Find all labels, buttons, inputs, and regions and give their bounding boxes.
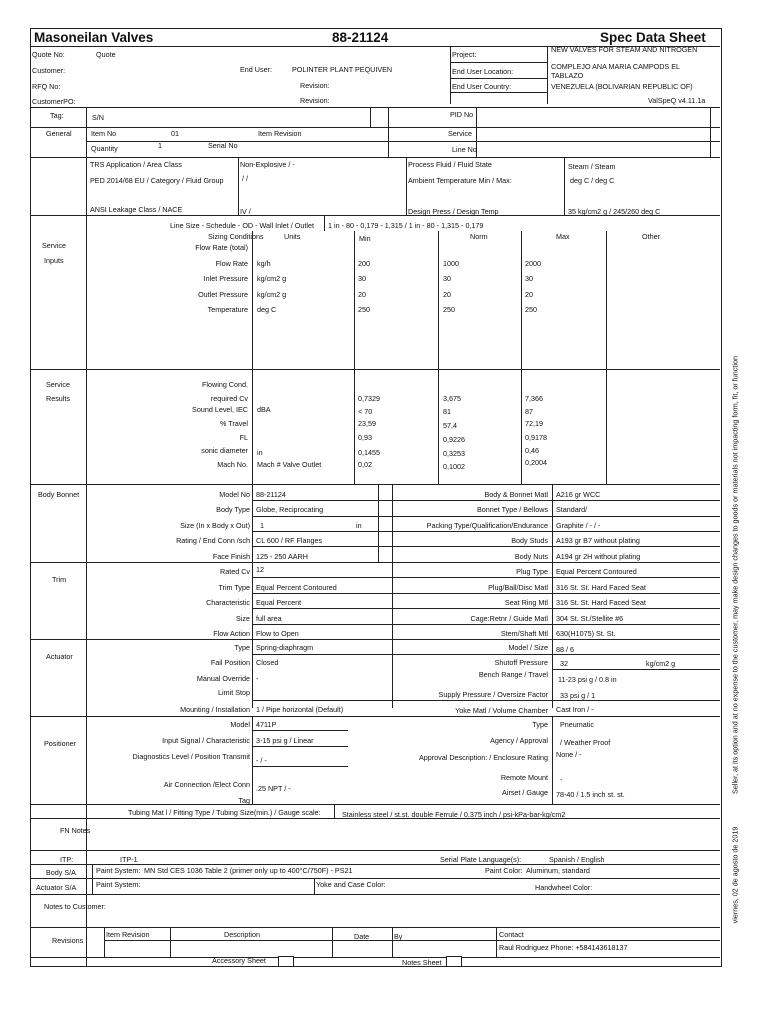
input-row-temperature-min: 250 — [358, 305, 370, 314]
trim-trim-type-label: Trim Type — [218, 583, 250, 592]
body-sa-paint-system-label: Paint System: — [96, 866, 141, 875]
pos-remote-mount-value: - — [560, 775, 563, 784]
pos-agency-value: / Weather Proof — [560, 738, 611, 747]
body-bonnet-label: Body Bonnet — [38, 490, 80, 499]
act-fail-position-value: Closed — [256, 658, 279, 667]
result-row-flowing-cond: Flowing Cond. — [202, 380, 248, 389]
pos-air-connection-value: .25 NPT / - — [256, 784, 291, 793]
result-row-sound-level: Sound Level, IEC — [192, 405, 248, 414]
general-label: General — [46, 129, 72, 138]
trim-label: Trim — [52, 575, 67, 584]
sizing-conditions-header: Sizing Conditions — [208, 232, 264, 241]
trim-seat-ring-label: Seat Ring Mtl — [504, 598, 548, 607]
accessory-sheet-label: Accessory Sheet — [212, 956, 266, 965]
bb-body-studs-value: A193 gr B7 without plating — [556, 536, 640, 545]
revisions-date-header: Date — [354, 932, 370, 941]
pos-approval-label: Approval Description: / Enclosure Rating — [418, 753, 548, 762]
trim-rated-cv-value: 12 — [256, 565, 264, 574]
ped-label: PED 2014/68 EU / Category / Fluid Group — [90, 176, 224, 185]
result-row-sound-level-norm: 81 — [443, 407, 451, 416]
bb-bonnet-type-value: Standard/ — [556, 505, 588, 514]
ped-value: / / — [242, 174, 248, 183]
trim-seat-ring-value: 316 St. St. Hard Faced Seat — [556, 598, 646, 607]
service-inputs-label: Service — [42, 241, 66, 250]
input-row-inlet-pressure-units: kg/cm2 g — [257, 274, 287, 283]
input-row-flow-rate-units: kg/h — [257, 259, 271, 268]
input-row-inlet-pressure-max: 30 — [525, 274, 533, 283]
ansi-leakage-value: IV / — [240, 207, 251, 216]
ansi-leakage-label: ANSI Leakage Class / NACE — [90, 205, 183, 214]
non-explosive-label: Non-Explosive / - — [240, 160, 295, 169]
act-shutoff-value: 32 — [560, 659, 568, 668]
pos-diagnostics-label: Diagnostics Level / Position Transmit — [132, 752, 250, 761]
bb-body-nuts-value: A194 gr 2H without plating — [556, 552, 641, 561]
actuator-label: Actuator — [46, 652, 73, 661]
trim-rated-cv-label: Rated Cv — [220, 567, 250, 576]
act-shutoff-unit: kg/cm2 g — [646, 659, 676, 668]
trim-plug-matl-label: Plug/Ball/Disc Matl — [488, 583, 548, 592]
end-user-location-label: End User Location: — [452, 67, 514, 76]
version-label: ValSpeQ v4.11.1a — [648, 96, 706, 105]
result-row-fl-norm: 0,9226 — [443, 435, 465, 444]
act-mounting-value: 1 / Pipe horizontal (Default) — [256, 705, 344, 714]
design-press-value: 35 kg/cm2 g / 245/260 deg C — [568, 207, 661, 216]
revisions-description-header: Description — [224, 930, 260, 939]
input-row-flow-rate-min: 200 — [358, 259, 370, 268]
notes-to-customer-label: Notes to Customer: — [44, 902, 106, 911]
bb-body-studs-label: Body Studs — [511, 536, 548, 545]
pos-airset-value: 78-40 / 1.5 inch st. st. — [556, 790, 625, 799]
input-row-flow-rate-norm: 1000 — [443, 259, 459, 268]
end-user-country-label: End User Country: — [452, 82, 512, 91]
bb-body-type-value: Globe, Reciprocating — [256, 505, 324, 514]
end-user-value: POLINTER PLANT PEQUIVEN — [292, 65, 393, 74]
quote-no-value: Quote — [96, 50, 116, 59]
pos-input-signal-label: Input Signal / Characteristic — [162, 736, 250, 745]
tag-label: Tag: — [50, 111, 64, 120]
trim-cage-value: 304 St. St./Stellite #6 — [556, 614, 624, 623]
actuator-sa-label: Actuator S/A — [36, 883, 77, 892]
ambient-temp-label: Ambient Temperature Min / Max: — [408, 176, 512, 185]
end-user-location-value: COMPLEJO ANA MARIA CAMPODS EL — [551, 62, 681, 71]
input-row-flow-rate-max: 2000 — [525, 259, 541, 268]
act-supply-pressure-label: Supply Pressure / Oversize Factor — [438, 690, 548, 699]
input-row-flow-rate: Flow Rate — [215, 259, 248, 268]
trim-flow-action-label: Flow Action — [213, 629, 250, 638]
act-model-label: Model / Size — [508, 643, 548, 652]
itp-label: ITP: — [60, 855, 74, 864]
bb-size-value: 1 — [260, 521, 264, 530]
serial-plate-language-value: Spanish / English — [549, 855, 605, 864]
pos-type-label: Type — [532, 720, 548, 729]
quantity-label: Quantity — [91, 144, 118, 153]
act-fail-position-label: Fail Position — [210, 658, 250, 667]
act-model-value: 88 / 6 — [556, 645, 574, 654]
pos-air-connection-label: Air Connection /Elect Conn — [163, 780, 250, 789]
quote-no-label: Quote No: — [32, 50, 65, 59]
input-row-temperature: Temperature — [207, 305, 248, 314]
trim-trim-type-value: Equal Percent Contoured — [256, 583, 337, 592]
bb-rating-value: CL 600 / RF Flanges — [256, 536, 323, 545]
result-row-mach-no: Mach No. — [217, 460, 248, 469]
revisions-contact-value: Raul Rodriguez Phone: +584143618137 — [499, 943, 628, 952]
result-row-fl-min: 0,93 — [358, 433, 372, 442]
revisions-item-revision-header: Item Revision — [106, 930, 150, 939]
serial-plate-language-label: Serial Plate Language(s): — [440, 855, 522, 864]
input-row-temperature-units: deg C — [257, 305, 277, 314]
document-title: Spec Data Sheet — [600, 30, 706, 45]
act-type-label: Type — [234, 643, 250, 652]
bb-rating-label: Rating / End Conn /sch — [176, 536, 250, 545]
pos-diagnostics-value: - / - — [256, 756, 267, 765]
result-row-sound-level-units: dBA — [257, 405, 271, 414]
pos-airset-label: Airset / Gauge — [502, 788, 548, 797]
service-results-label: Service — [46, 380, 70, 389]
bb-size-label: Size (In x Body x Out) — [180, 521, 250, 530]
revision-label-2: Revision: — [300, 96, 330, 105]
trim-size-label: Size — [236, 614, 250, 623]
customer-po-label: CustomerPO: — [32, 97, 76, 106]
item-revision-label: Item Revision — [258, 129, 302, 138]
service-results-label-2: Results — [46, 394, 70, 403]
side-date-text: viernes, 02 de agosto de 2019 — [730, 826, 740, 924]
pos-input-signal-value: 3-15 psi g / Linear — [256, 736, 314, 745]
result-row-fl-max: 0,9178 — [525, 433, 547, 442]
tubing-label: Tubing Mat l / Fitting Type / Tubing Size(min.) / Gauge scale: — [128, 808, 321, 817]
project-label: Project: — [452, 50, 477, 59]
bb-body-bonnet-matl-label: Body & Bonnet Matl — [484, 490, 548, 499]
result-row-sound-level-max: 87 — [525, 407, 533, 416]
service-label: Service — [448, 129, 472, 138]
actuator-sa-yoke-color-label: Yoke and Case Color: — [316, 880, 386, 889]
project-value: NEW VALVES FOR STEAM AND NITROGEN — [551, 45, 698, 54]
item-no-label: Item No — [91, 129, 117, 138]
bb-body-type-label: Body Type — [216, 505, 250, 514]
line-size-label: Line Size - Schedule - OD - Wall Inlet / Outlet — [170, 221, 314, 230]
result-row-sonic-diameter-norm: 0,3253 — [443, 449, 465, 458]
norm-header: Norm — [470, 232, 488, 241]
trim-plug-matl-value: 316 St. St. Hard Faced Seat — [556, 583, 646, 592]
side-date-container — [727, 810, 743, 940]
actuator-sa-paint-system-label: Paint System: — [96, 880, 141, 889]
accessory-sheet-checkbox[interactable] — [278, 956, 294, 967]
body-sa-paint-color-label: Paint Color: — [485, 866, 523, 875]
end-user-label: End User: — [240, 65, 272, 74]
side-disclaimer-text: Seller, at its option and at no expense to the customer, may make design changes to goods or materials not impacting form, fit, or function — [730, 356, 740, 794]
side-disclaimer-container — [727, 340, 743, 810]
process-fluid-label: Process Fluid / Fluid State — [408, 160, 492, 169]
bb-bonnet-type-label: Bonnet Type / Bellows — [477, 505, 548, 514]
act-yoke-label: Yoke Matl / Volume Chamber — [455, 706, 548, 715]
act-type-value: Spring-diaphragm — [256, 643, 314, 652]
tubing-value: Stainless steel / st.st. double Ferrule / 0.375 inch / psi-kPa-bar-kg/cm2 — [342, 810, 566, 819]
quantity-value: 1 — [158, 141, 162, 150]
itp-value: ITP-1 — [120, 855, 138, 864]
revisions-label: Revisions — [52, 936, 84, 945]
result-row-travel: % Travel — [220, 419, 248, 428]
input-row-outlet-pressure-min: 20 — [358, 290, 366, 299]
line-size-value: 1 in - 80 - 0,179 - 1,315 / 1 in - 80 - 1,315 - 0,179 — [328, 221, 484, 230]
input-row-outlet-pressure: Outlet Pressure — [198, 290, 248, 299]
act-manual-override-value: - — [256, 674, 259, 683]
input-row-outlet-pressure-norm: 20 — [443, 290, 451, 299]
design-press-label: Design Press / Design Temp — [408, 207, 499, 216]
pos-type-value: Pneumatic — [560, 720, 594, 729]
revisions-contact-header: Contact — [499, 930, 524, 939]
act-bench-range-label: Bench Range / Travel — [478, 670, 548, 679]
pos-remote-mount-label: Remote Mount — [500, 773, 548, 782]
input-row-temperature-norm: 250 — [443, 305, 455, 314]
end-user-country-value: VENEZUELA (BOLIVARIAN REPUBLIC OF) — [551, 82, 693, 91]
act-limit-stop-label: Limit Stop — [218, 688, 250, 697]
input-row-outlet-pressure-units: kg/cm2 g — [257, 290, 287, 299]
pos-agency-label: Agency / Approval — [490, 736, 548, 745]
notes-sheet-label: Notes Sheet — [402, 958, 442, 967]
serial-no-label: Serial No — [208, 141, 238, 150]
end-user-location-value-2: TABLAZO — [551, 71, 584, 80]
process-fluid-value: Steam / Steam — [568, 162, 616, 171]
company-name: Masoneilan Valves — [34, 30, 154, 45]
act-shutoff-label: Shutoff Pressure — [494, 658, 548, 667]
positioner-label: Positioner — [44, 739, 76, 748]
input-row-inlet-pressure-min: 30 — [358, 274, 366, 283]
spec-data-sheet — [30, 28, 722, 966]
result-row-sonic-diameter: sonic diameter — [201, 446, 248, 455]
input-row-temperature-max: 250 — [525, 305, 537, 314]
service-inputs-label-2: Inputs — [44, 256, 64, 265]
trim-characteristic-value: Equal Percent — [256, 598, 302, 607]
result-row-sound-level-min: < 70 — [358, 407, 373, 416]
result-row-sonic-diameter-min: 0,1455 — [358, 448, 380, 457]
act-supply-pressure-value: 33 psi g / 1 — [560, 691, 596, 700]
item-no-value: 01 — [171, 129, 179, 138]
input-row-inlet-pressure: Inlet Pressure — [203, 274, 248, 283]
act-yoke-value: Cast Iron / - — [556, 705, 594, 714]
ambient-temp-value: deg C / deg C — [570, 176, 615, 185]
result-row-required-cv-norm: 3,675 — [443, 394, 461, 403]
bb-body-nuts-label: Body Nuts — [514, 552, 548, 561]
result-row-mach-no-units: Mach # Valve Outlet — [257, 460, 322, 469]
trim-stem-label: Stem/Shaft Mtl — [500, 629, 548, 638]
bb-packing-label: Packing Type/Qualification/Endurance — [426, 521, 548, 530]
pos-approval-value: None / - — [556, 750, 582, 759]
bb-model-no-value: 88-21124 — [256, 490, 286, 499]
trim-cage-label: Cage:Retnr / Guide Matl — [470, 614, 548, 623]
other-header: Other — [642, 232, 660, 241]
rfq-label: RFQ No: — [32, 82, 61, 91]
input-row-outlet-pressure-max: 20 — [525, 290, 533, 299]
result-row-travel-max: 72,19 — [525, 419, 543, 428]
units-header: Units — [284, 232, 301, 241]
act-mounting-label: Mounting / Installation — [180, 705, 250, 714]
max-header: Max — [556, 232, 570, 241]
document-number: 88-21124 — [332, 30, 389, 45]
result-row-sonic-diameter-max: 0,46 — [525, 446, 539, 455]
bb-body-bonnet-matl-value: A216 gr WCC — [556, 490, 601, 499]
bb-size-unit: in — [356, 521, 362, 530]
trim-size-value: full area — [256, 614, 282, 623]
trim-flow-action-value: Flow to Open — [256, 629, 299, 638]
notes-sheet-checkbox[interactable] — [446, 956, 462, 967]
body-sa-paint-color-value: Aluminum, standard — [526, 866, 590, 875]
trs-label: TRS Application / Area Class — [90, 160, 182, 169]
bb-face-finish-value: 125 - 250 AARH — [256, 552, 308, 561]
actuator-sa-handwheel-color-label: Handwheel Color: — [535, 883, 593, 892]
act-manual-override-label: Manual Override — [196, 674, 250, 683]
line-no-label: Line No — [452, 145, 477, 154]
trim-stem-value: 630(H1075) St. St. — [556, 629, 616, 638]
result-row-sonic-diameter-units: in — [257, 448, 263, 457]
result-row-travel-min: 23,59 — [358, 419, 376, 428]
result-row-required-cv-max: 7,366 — [525, 394, 543, 403]
pos-model-label: Model — [230, 720, 250, 729]
result-row-required-cv-min: 0,7329 — [358, 394, 380, 403]
input-row-inlet-pressure-norm: 30 — [443, 274, 451, 283]
revisions-by-header: By — [394, 932, 403, 941]
result-row-mach-no-min: 0,02 — [358, 460, 372, 469]
pos-tag-label: Tag — [238, 796, 250, 805]
bb-packing-value: Graphite / - / - — [556, 521, 601, 530]
result-row-required-cv: required Cv — [210, 394, 248, 403]
body-sa-label: Body S/A — [46, 868, 76, 877]
result-row-mach-no-norm: 0,1002 — [443, 462, 465, 471]
body-sa-paint-system-value: MN Std CES 1036 Table 2 (primer only up to 400°C/750F) - PS21 — [144, 866, 353, 875]
result-row-fl: FL — [239, 433, 248, 442]
min-header: Min — [359, 234, 371, 243]
trim-plug-type-label: Plug Type — [516, 567, 548, 576]
trim-characteristic-label: Characteristic — [206, 598, 250, 607]
trim-plug-type-value: Equal Percent Contoured — [556, 567, 637, 576]
bb-face-finish-label: Face Finish — [212, 552, 250, 561]
revision-label-1: Revision: — [300, 81, 330, 90]
bb-model-no-label: Model No — [219, 490, 250, 499]
tag-value: S/N — [92, 113, 104, 122]
result-row-travel-norm: 57,4 — [443, 421, 457, 430]
result-row-mach-no-max: 0,2004 — [525, 458, 547, 467]
input-row-flow-total: Flow Rate (total) — [195, 243, 248, 252]
customer-label: Customer: — [32, 66, 66, 75]
pos-model-value: 4711P — [256, 720, 277, 729]
act-bench-range-value: 11-23 psi g / 0.8 in — [558, 675, 617, 684]
pid-no-label: PID No — [450, 110, 474, 119]
fn-notes-label: FN Notes — [60, 826, 91, 835]
